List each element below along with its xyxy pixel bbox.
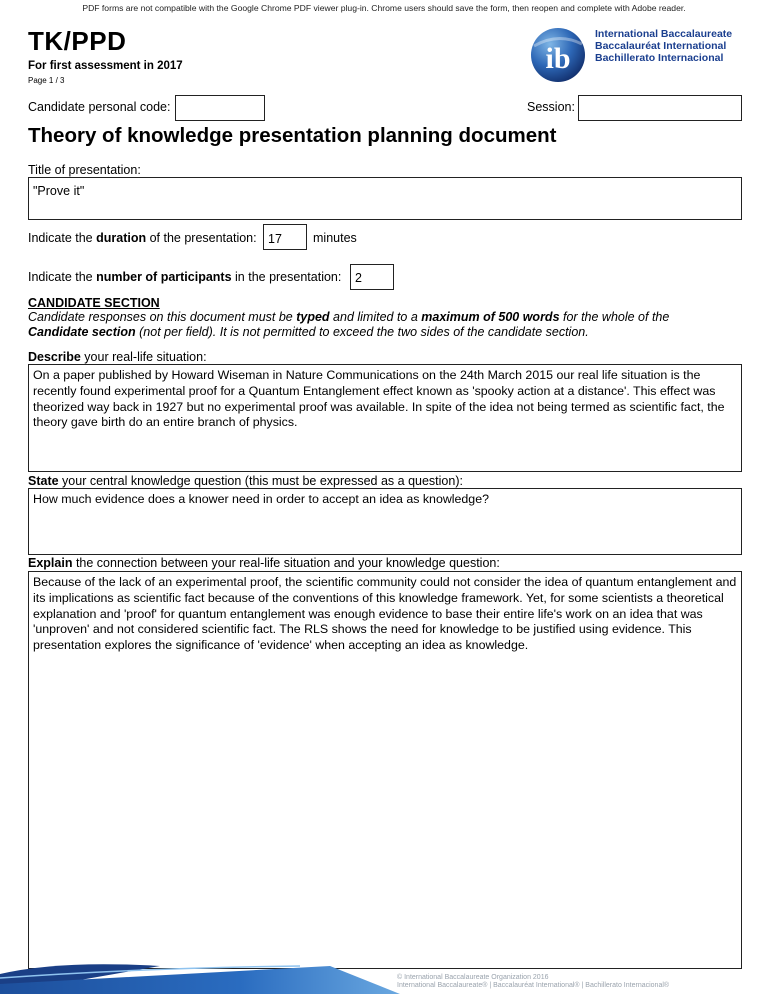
describe-label-text: your real-life situation:	[80, 350, 207, 364]
duration-label	[28, 231, 257, 245]
participants-label-bold: number of participants	[96, 270, 232, 284]
ib-logo	[528, 24, 748, 86]
presentation-title-label: Title of presentation:	[28, 163, 141, 177]
instr-part-4: (not per field). It is not permitted to exceed the two sides of the candidate section.	[135, 324, 589, 339]
describe-rls-input[interactable]: On a paper published by Howard Wiseman in Nature Communications on the 24th March 2015 our real life situation is the recently found experimental proof for a Quantum Entanglement effect known as 'spooky action at a distance'. This effect was theorized way back in 1927 but no experimental proof was available. In spite of the idea not being termed as scientific fact, the theory gave birth do an entire branch of physics.	[28, 364, 742, 472]
describe-label-bold: Describe	[28, 350, 81, 364]
instr-typed: typed	[296, 310, 330, 324]
logo-line-fr: Baccalauréat International	[595, 40, 727, 52]
form-code: TK/PPD	[28, 26, 127, 56]
duration-label-pre: Indicate the	[28, 231, 97, 245]
explain-connection-input[interactable]: Because of the lack of an experimental proof, the scientific community could not consider the idea of quantum entanglement and its implications as scientific fact because of the conventions of this knowledge framework. Yet, for some scientists a theoretical explanation and 'proof' for quantum entanglement was enough evidence to base their entire life's work on an idea that was 'unproven' and not considered scientific fact. The RLS shows the need for knowledge to be justified using evidence. This presentation explores the significance of 'evidence' when accepting an idea as knowledge.	[28, 571, 742, 969]
first-assessment-note: For first assessment in 2017	[28, 60, 183, 72]
participants-label	[28, 270, 341, 284]
state-label-bold: State	[28, 474, 59, 488]
participants-label-post: in the presentation:	[231, 270, 342, 284]
logo-line-en: International Baccalaureate	[595, 28, 733, 40]
candidate-section-instructions	[28, 310, 728, 339]
instr-candidate-section: Candidate section	[28, 324, 136, 339]
instr-part-2: and limited to a	[329, 310, 422, 324]
candidate-code-input[interactable]	[175, 95, 265, 121]
session-label: Session:	[527, 100, 575, 114]
footer-copyright	[397, 974, 669, 990]
ib-globe-icon	[528, 24, 588, 84]
participants-input[interactable]: 2	[350, 264, 394, 290]
page-title: Theory of knowledge presentation planning document	[28, 124, 557, 147]
copyright-line: © International Baccalaureate Organization 2016	[397, 974, 549, 981]
session-input[interactable]	[578, 95, 742, 121]
ib-logo-text	[595, 28, 732, 64]
trademark-line: International Baccalaureate® | Baccalauréat International® | Bachillerato Internacional®	[397, 982, 670, 989]
page-number: Page 1 / 3	[28, 76, 65, 85]
duration-unit: minutes	[313, 231, 357, 245]
describe-label	[28, 350, 207, 364]
state-label-text: your central knowledge question (this must be expressed as a question):	[58, 474, 463, 488]
instr-part-3: for the whole of the	[559, 310, 670, 324]
candidate-code-label: Candidate personal code:	[28, 100, 171, 114]
duration-label-post: of the presentation:	[146, 231, 257, 245]
ib-mark-text: ib	[545, 42, 571, 75]
participants-label-pre: Indicate the	[28, 270, 97, 284]
duration-input[interactable]: 17	[263, 224, 307, 250]
presentation-title-input[interactable]: "Prove it"	[28, 177, 742, 220]
pdf-compatibility-notice: PDF forms are not compatible with the Google Chrome PDF viewer plug-in. Chrome users should save the form, then reopen and complete with Adobe reader.	[82, 3, 686, 13]
knowledge-question-input[interactable]: How much evidence does a knower need in order to accept an idea as knowledge?	[28, 488, 742, 555]
logo-line-es: Bachillerato Internacional	[595, 52, 724, 64]
explain-label-bold: Explain	[28, 556, 73, 570]
explain-label-text: the connection between your real-life situation and your knowledge question:	[72, 556, 500, 570]
instr-max-words: maximum of 500 words	[421, 310, 560, 324]
duration-label-bold: duration	[96, 231, 147, 245]
state-label	[28, 474, 463, 488]
instr-part-1: Candidate responses on this document must be	[28, 310, 297, 324]
explain-label	[28, 556, 500, 570]
candidate-section-heading: CANDIDATE SECTION	[28, 296, 160, 310]
